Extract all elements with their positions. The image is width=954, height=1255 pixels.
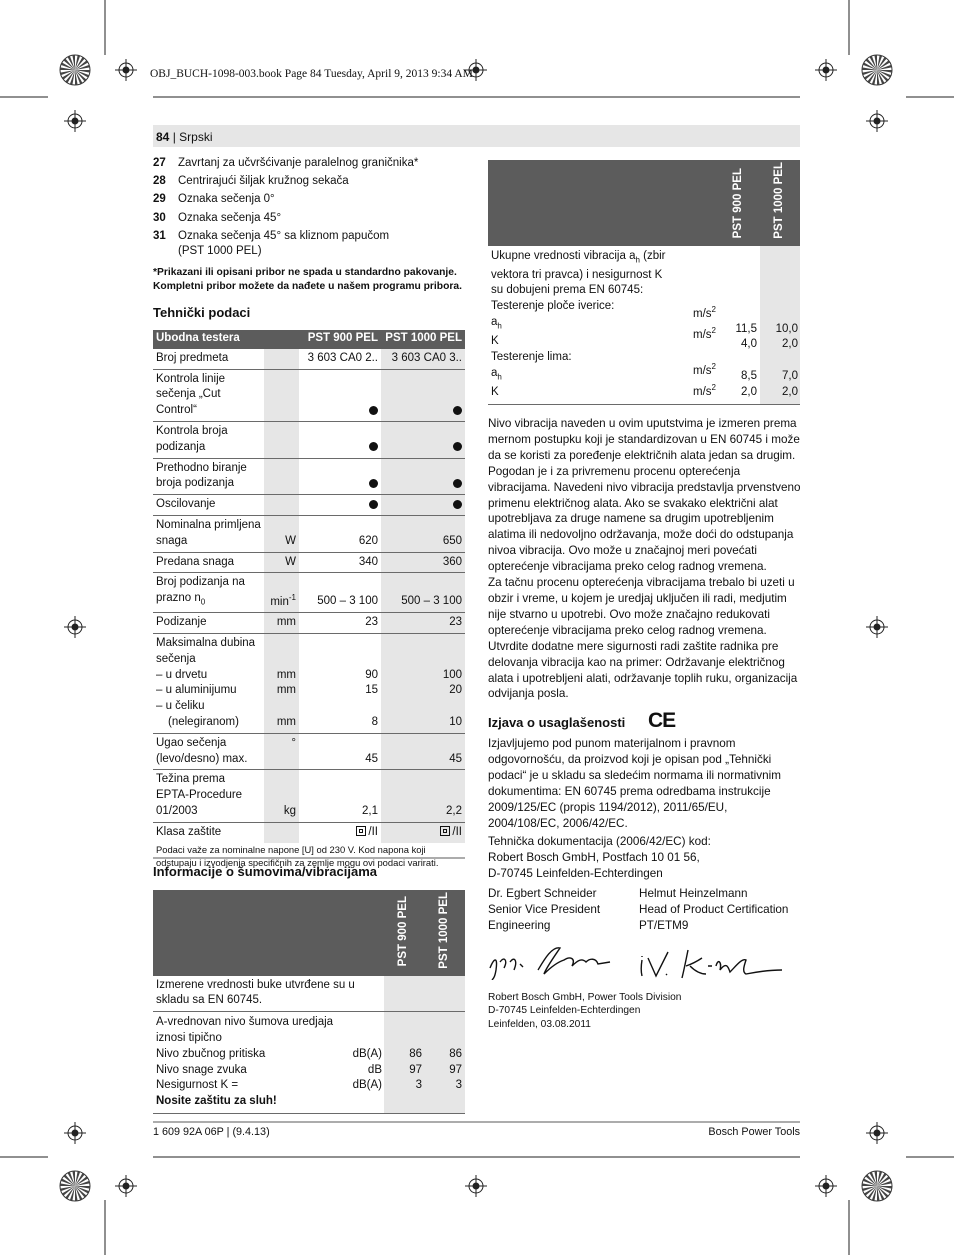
unit-cell <box>344 1012 384 1114</box>
value: /II <box>452 825 462 838</box>
header-cell <box>153 890 384 976</box>
bullet-icon <box>381 458 465 495</box>
signatory-name: Dr. Egbert Schneider <box>488 887 597 900</box>
value: 100 <box>442 668 462 681</box>
value: 7,0 <box>782 369 798 382</box>
header-cell <box>718 160 760 246</box>
header-cell <box>760 160 800 246</box>
unit: $m/s^2$ <box>693 382 716 398</box>
signature-2 <box>636 944 786 980</box>
list-item <box>153 174 465 190</box>
address-line: D-70745 Leinfelden-Echterdingen <box>488 1005 641 1017</box>
value: 3 <box>415 1079 422 1092</box>
registration-mark-icon <box>64 616 86 638</box>
row-unit: $\min^{-1}$ <box>264 573 299 613</box>
cell-value: 500 – 3 100 <box>381 573 465 613</box>
row-unit <box>264 421 299 458</box>
unit: mm <box>276 716 296 729</box>
row-unit: W <box>264 515 299 552</box>
parts-list <box>153 156 465 263</box>
cell-value <box>381 634 465 734</box>
value: 2,0 <box>741 385 757 398</box>
registration-star-icon <box>60 55 90 85</box>
item-label: $a_h$ <box>491 366 502 381</box>
protection-class-icon <box>440 826 450 836</box>
signature-1 <box>486 940 616 980</box>
cell-value: 2,2 <box>381 770 465 822</box>
empty-cell <box>424 976 465 1012</box>
table-row <box>153 1012 465 1114</box>
row-label: Podizanje <box>153 613 264 634</box>
cell-value <box>718 246 760 405</box>
bullet-icon <box>299 369 381 421</box>
value: 20 <box>449 684 462 697</box>
row-unit: ° <box>264 733 299 770</box>
cell-value: 23 <box>299 613 381 634</box>
company-address <box>488 991 681 1031</box>
table-row <box>153 515 465 552</box>
ce-mark-icon: CE <box>648 709 676 732</box>
item-number: 29 <box>153 193 166 206</box>
tech-data-heading: Tehnički podaci <box>153 305 251 320</box>
header-cell <box>384 890 424 976</box>
item-number: 28 <box>153 175 166 188</box>
column-header: PST 900 PEL <box>732 168 745 239</box>
protection-class-icon <box>356 826 366 836</box>
table-header-row <box>488 160 800 246</box>
unit: dB <box>367 1063 382 1076</box>
sub-heading: A-vrednovan nivo šumova uredjaja iznosi tipično <box>156 1016 334 1044</box>
row-label: Kontrola broja podizanja <box>153 421 264 458</box>
signatory-name: Helmut Heinzelmann <box>639 887 748 900</box>
tech-doc-line: Tehnička dokumentacija (2006/42/EC) kod: <box>488 835 711 848</box>
column-header: PST 1000 PEL <box>381 330 465 349</box>
footer-left: 1 609 92A 06P | (9.4.13) <box>153 1126 270 1138</box>
row-unit <box>264 369 299 421</box>
conformity-heading: Izjava o usaglašenosti <box>488 715 626 730</box>
value: 97 <box>409 1063 422 1076</box>
row-label: Broj predmeta <box>153 349 264 369</box>
cell-value <box>299 634 381 734</box>
item-text: Oznaka sečenja 0° <box>178 193 275 206</box>
registration-mark-icon <box>866 1122 888 1144</box>
page-language: Srpski <box>179 130 213 144</box>
table-header-row <box>153 330 465 349</box>
row-unit: kg <box>264 770 299 822</box>
table-row <box>153 458 465 495</box>
tech-doc-line: D-70745 Leinfelden-Echterdingen <box>488 866 663 880</box>
unit: $m/s^2$ <box>693 325 716 341</box>
item-number: 30 <box>153 211 166 224</box>
bullet-icon <box>299 421 381 458</box>
value: 97 <box>449 1063 462 1076</box>
list-item <box>153 229 465 260</box>
row-label <box>488 246 678 405</box>
table-footnote: Podaci važe za nominalne napone [U] od 230 V. Kod napona koji odstupaju i izvodjenja specifičnih za zemlje mogu ovi podaci varirati. <box>156 843 439 868</box>
bullet-icon <box>381 369 465 421</box>
item-text: Centrirajući šiljak kružnog sekača <box>178 175 349 188</box>
row-label: Oscilovanje <box>153 495 264 516</box>
cell-value: 360 <box>381 552 465 573</box>
unit: dB(A) <box>352 1047 382 1060</box>
row-unit: mm <box>264 613 299 634</box>
value: 4,0 <box>741 338 757 351</box>
item-text: Oznaka sečenja 45° sa kliznom papučom (PST 1000 PEL) <box>178 229 390 258</box>
row-label <box>153 634 264 734</box>
conformity-text: Izjavljujemo pod punom materijalnom i pravnom odgovornošću, da proizvod koji je opisan pod „Tehnički podaci“ je u skladu sa sledećim normama ili normativnim dokumentima: EN 60745 prema odredbama instrukcije 2009/125/EC (propis 1194/2012), 2011/65/EU, 2004/108/EC, 2006/42/EC. <box>488 737 781 830</box>
value: 15 <box>365 684 378 697</box>
vibration-table <box>488 160 800 405</box>
list-item <box>153 192 465 208</box>
value: 10,0 <box>775 322 798 335</box>
registration-mark-icon <box>64 1122 86 1144</box>
table-row <box>488 246 800 405</box>
registration-mark-icon <box>115 59 137 81</box>
table-row <box>153 573 465 613</box>
cell-value: 620 <box>299 515 381 552</box>
cell-value: 650 <box>381 515 465 552</box>
item-label: K <box>491 385 499 398</box>
row-unit: W <box>264 552 299 573</box>
cell-value <box>424 1012 465 1114</box>
value: 86 <box>409 1047 422 1060</box>
row-unit <box>264 458 299 495</box>
accessory-note: *Prikazani ili opisani pribor ne spada u standardno pakovanje. Kompletni pribor možete da nađete u našem programu pribora. <box>153 267 462 292</box>
table-row <box>153 552 465 573</box>
tech-data-table <box>153 330 465 871</box>
value: 8 <box>371 716 378 729</box>
table-row <box>153 495 465 516</box>
signatory-2 <box>639 886 788 934</box>
table-row <box>153 369 465 421</box>
table-row <box>153 349 465 369</box>
cell-value: 45 <box>381 733 465 770</box>
cell-value: 2,1 <box>299 770 381 822</box>
vibration-text: Nivo vibracija naveden u ovim uputstvima je izmeren prema mernom postupku koji je standardizovan u EN 60745 i može da se koristi za poređenje električnih alata jedan sa drugim. Pogodan je i za privremenu procenu opterećenja vibracijama. Navedeni nivo vibracija predstavlja prvenstveno primenu električnog alata. Ako se svakako električni alat upotrebljava za druge namene sa drugim upotrebljenim alatima ili nedovoljno održavanja, može doći do odstupanja nivoa vibracija. Ovo može u značajnoj meri povećati opterećenje vibracijama preko celog radnog vremena. Za tačnu procenu opterećenja vibracijama trebalo bi uzeti u obzir i vreme, u kojem je uredjaj uključen ili radi, medjutim nije stvarno u upotrebi. Ovo može značajno redukovati opterećenje vibracijama preko celog radnog vremena. Utvrdite dodatne mere sigurnosti radi zaštite radnika pre delovanja vibracija kao na primer: Održavanje električnog alata i upotrebljeni alati, održavanje toplih ruku, organizacija odvijanja posla. <box>488 417 801 701</box>
row-label: Kontrola linije sečenja „Cut Control“ <box>153 369 264 421</box>
cell-value: 23 <box>381 613 465 634</box>
noise-table <box>153 890 465 1114</box>
group-label: Testerenje lima: <box>491 350 572 363</box>
row-label: Težina prema EPTA-Procedure 01/2003 <box>153 770 264 822</box>
table-row <box>153 770 465 822</box>
column-header: PST 900 PEL <box>299 330 381 349</box>
registration-mark-icon <box>815 59 837 81</box>
cell-value <box>760 246 800 405</box>
value: 8,5 <box>741 369 757 382</box>
value: 3 <box>455 1079 462 1092</box>
signatory-title: Head of Product Certification <box>639 902 789 916</box>
table-header-row <box>153 890 465 976</box>
value: 86 <box>449 1047 462 1060</box>
cell-value: 45 <box>299 733 381 770</box>
row-unit <box>264 495 299 516</box>
registration-mark-icon <box>866 616 888 638</box>
signatory-title: Senior Vice President <box>488 902 601 916</box>
cell-value: 500 – 3 100 <box>299 573 381 613</box>
registration-star-icon <box>862 55 892 85</box>
tech-documentation <box>488 834 800 882</box>
vib-intro: Ukupne vrednosti vibracija $a_h$ (zbir vektora tri pravca) i nesigurnost K su dobujeni prema EN 60745: <box>491 249 666 297</box>
group-label: Testerenje ploče iverice: <box>491 300 615 313</box>
value: 90 <box>365 668 378 681</box>
cell-value: 3 603 CA0 2.. <box>299 349 381 369</box>
row-unit <box>264 822 299 842</box>
row-unit <box>264 634 299 734</box>
table-row <box>153 733 465 770</box>
depth-label: Maksimalna dubina sečenja <box>156 637 256 665</box>
bullet-icon <box>299 495 381 516</box>
table-row <box>153 613 465 634</box>
row-label: Broj podizanja na prazno $n_0$ <box>153 573 264 613</box>
unit: $m/s^2$ <box>693 362 716 378</box>
row-label: Prethodno biranje broja podizanja <box>153 458 264 495</box>
registration-mark-icon <box>866 110 888 132</box>
registration-mark-icon <box>815 1175 837 1197</box>
page-header-bar: 84 | Srpski <box>153 125 800 147</box>
depth-item: – u čeliku (nelegiranom) <box>156 700 239 729</box>
unit: mm <box>276 668 296 681</box>
cell-value: 340 <box>299 552 381 573</box>
item-label: K <box>491 335 499 348</box>
depth-item: – u drvetu <box>156 668 208 681</box>
list-item <box>153 211 465 227</box>
item-text: Zavrtanj za učvršćivanje paralelnog graničnika* <box>178 157 419 169</box>
unit: $m/s^2$ <box>693 305 716 321</box>
row-label: Klasa zaštite <box>156 825 222 838</box>
table-row <box>153 822 465 842</box>
address-line: Robert Bosch GmbH, Power Tools Division <box>488 992 682 1003</box>
row-unit <box>264 349 299 369</box>
item-label: $a_h$ <box>491 316 502 331</box>
bullet-icon <box>299 458 381 495</box>
item-text: Oznaka sečenja 45° <box>178 211 282 224</box>
column-header: Ubodna testera <box>153 330 299 349</box>
bullet-icon <box>381 495 465 516</box>
page-number: 84 <box>156 130 170 144</box>
address-line: Leinfelden, 03.08.2011 <box>488 1018 591 1030</box>
value: 2,0 <box>782 385 798 398</box>
item-label: Nivo snage zvuka <box>156 1063 247 1076</box>
item-label: Nesigurnost K = <box>156 1079 239 1092</box>
column-header: PST 900 PEL <box>397 896 410 967</box>
header-cell <box>488 160 718 246</box>
cell-value <box>299 822 381 842</box>
registration-star-icon <box>862 1171 892 1201</box>
cell-value <box>381 822 465 842</box>
empty-cell <box>384 976 424 1012</box>
row-label: Izmerene vrednosti buke utvrđene su u skladu sa EN 60745. <box>153 976 384 1012</box>
column-header: PST 1000 PEL <box>437 892 450 969</box>
table-row <box>153 634 465 734</box>
row-label <box>153 1012 344 1114</box>
list-item <box>153 156 465 172</box>
signatory-dept: Engineering <box>488 918 551 932</box>
depth-item: – u aluminijumu <box>156 684 237 697</box>
signatory-dept: PT/ETM9 <box>639 918 689 932</box>
value: 11,5 <box>735 322 757 335</box>
registration-mark-icon <box>64 110 86 132</box>
cell-value: 3 603 CA0 3.. <box>381 349 465 369</box>
registration-mark-icon <box>465 1175 487 1197</box>
signatory-1 <box>488 886 600 934</box>
unit-cell <box>678 246 718 405</box>
column-header: PST 1000 PEL <box>773 162 786 239</box>
value: 2,0 <box>782 338 798 351</box>
cell-value <box>384 1012 424 1114</box>
item-label: Nivo zbučnog pritiska <box>156 1047 266 1060</box>
ear-protection-warning: Nosite zaštitu za sluh! <box>156 1095 277 1108</box>
table-row <box>153 421 465 458</box>
tech-doc-line: Robert Bosch GmbH, Postfach 10 01 56, <box>488 850 700 864</box>
registration-star-icon <box>60 1171 90 1201</box>
row-label: Predana snaga <box>153 552 264 573</box>
table-row <box>153 976 465 1012</box>
row-label: Ugao sečenja (levo/desno) max. <box>153 733 264 770</box>
unit: dB(A) <box>352 1079 382 1092</box>
print-header: OBJ_BUCH-1098-003.book Page 84 Tuesday, April 9, 2013 9:34 AM <box>150 68 473 80</box>
value: /II <box>368 825 378 838</box>
unit: mm <box>276 684 296 697</box>
row-label: Nominalna primljena snaga <box>153 515 264 552</box>
registration-mark-icon <box>115 1175 137 1197</box>
bullet-icon <box>381 421 465 458</box>
header-cell <box>424 890 465 976</box>
item-number: 31 <box>153 229 166 242</box>
item-number: 27 <box>153 157 166 169</box>
noise-heading: Informacije o šumovima/vibracijama <box>153 864 377 879</box>
value: 10 <box>449 716 462 729</box>
footer-right: Bosch Power Tools <box>708 1126 800 1138</box>
